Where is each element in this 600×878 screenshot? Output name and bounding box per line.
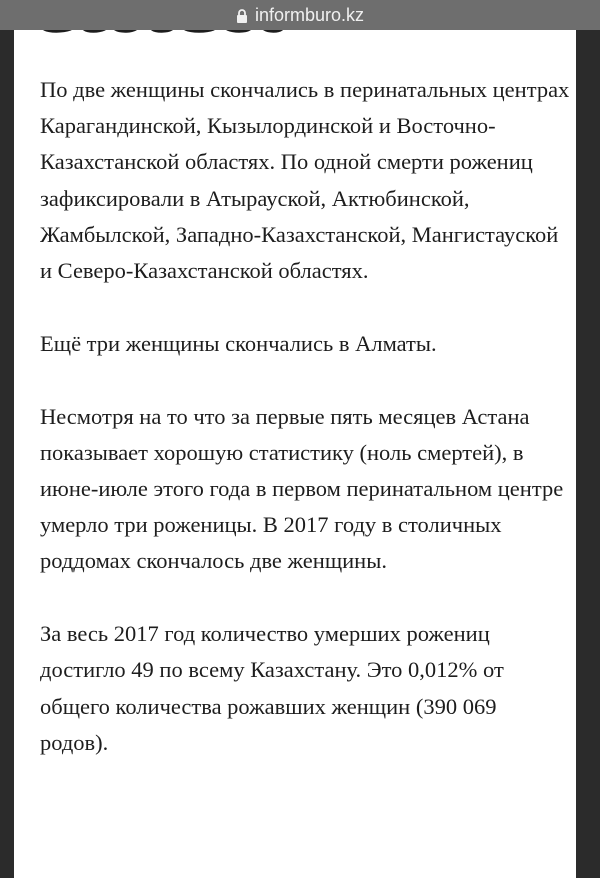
clipped-text-fragment xyxy=(40,30,290,36)
clipped-previous-text-line xyxy=(40,30,290,36)
browser-address-bar[interactable] xyxy=(0,0,600,30)
article-paragraph-regions: По две женщины скончались в перинатальных центрах Карагандинской, Кызылординской и Восточно-Казахстанской областях. По одной смерти рожениц зафиксировали в Атырауской, Актюбинской, Жамбылской, Западно-Казахстанской, Мангистауской и Северо-Казахстанской областях. xyxy=(40,77,570,284)
article-page xyxy=(14,30,576,878)
article-paragraph-2017-total: За весь 2017 год количество умерших рожениц достигло 49 по всему Казахстану. Это 0,012% от общего количества рожавших женщин (390 069 родов). xyxy=(40,621,504,755)
lock-icon xyxy=(236,9,248,23)
article-paragraph-almaty: Ещё три женщины скончались в Алматы. xyxy=(40,330,437,356)
article-body xyxy=(40,72,570,798)
article-paragraph-astana: Несмотря на то что за первые пять месяцев Астана показывает хорошую статистику (ноль смертей), в июне-июле этого года в первом перинатальном центре умерло три роженицы. В 2017 году в столичных роддомах скончалось две женщины. xyxy=(40,403,564,574)
url-domain[interactable]: informburo.kz xyxy=(254,4,365,25)
